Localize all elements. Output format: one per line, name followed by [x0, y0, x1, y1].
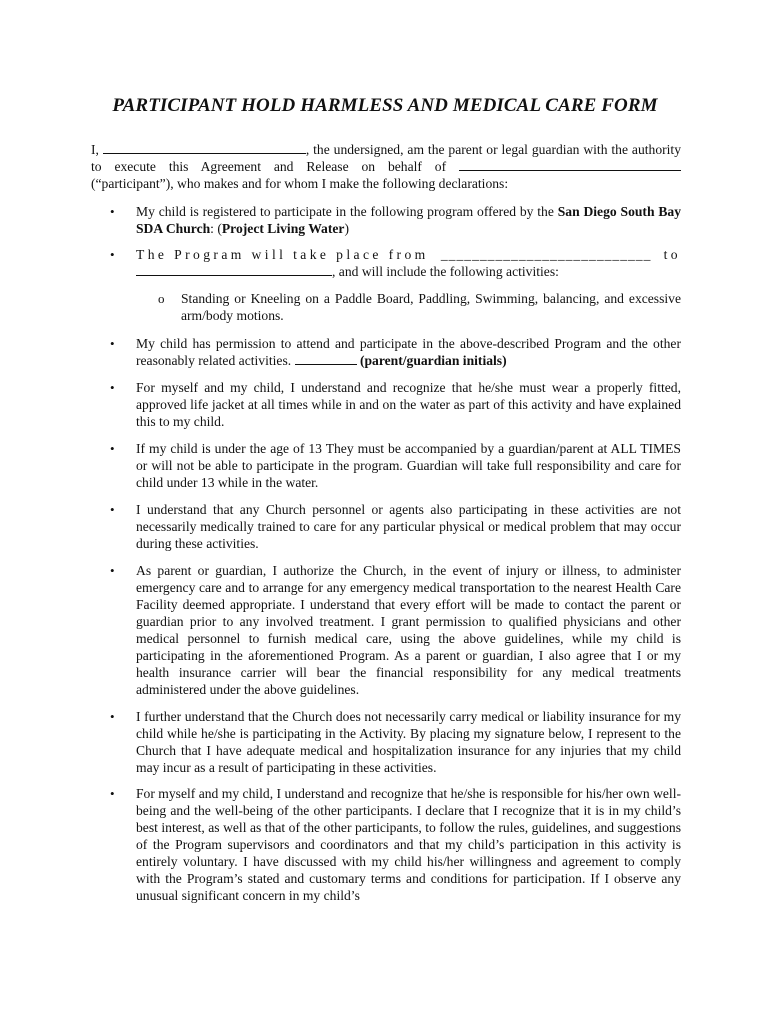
- registered-close: ): [344, 221, 349, 236]
- list-item-responsibility: [110, 785, 681, 904]
- intro-lead: I,: [91, 142, 99, 157]
- insurance-text: I further understand that the Church does not necessarily carry medical or liability insurance for my child while he/she is participating in the Activity. By placing my signature below, I represent to the Church that I have adequate medical and hospitalization insurance for any injuries that my child may incur as a result of participating in these activities.: [136, 709, 681, 775]
- emergency-text: As parent or guardian, I authorize the Church, in the event of injury or illness, to administer emergency care and to arrange for any emergency medical transportation to the nearest Health Care Facility deemed appropriate. I understand that every effort will be made to contact the parent or guardian prior to any involved treatment. I grant permission to qualified physicians and other medical personnel to furnish medical care, using the above guidelines, while my child is participating in the aforementioned Program. As a parent or guardian, I also agree that I or my health insurance carrier will bear the financial responsibility for any medical treatments administered under the above guidelines.: [136, 563, 681, 697]
- bullet-icon: •: [110, 380, 115, 395]
- program-dates-lead: The Program will take place from: [136, 247, 429, 262]
- permission-text: My child has permission to attend and participate in the above-described Program and the other reasonably related activities.: [136, 336, 681, 368]
- program-dates-to: to: [663, 247, 681, 262]
- list-item-insurance: [110, 708, 681, 776]
- list-item-life-jacket: [110, 379, 681, 430]
- under-13-text: If my child is under the age of 13 They must be accompanied by a guardian/parent at ALL TIMES or will not be able to participate in the program. Guardian will take full responsibility and care for child under 13 while in the water.: [136, 441, 681, 490]
- activities-text: Standing or Kneeling on a Paddle Board, Paddling, Swimming, balancing, and excessive arm/body motions.: [181, 291, 681, 323]
- registered-sep: : (: [210, 221, 222, 236]
- registered-text: My child is registered to participate in the following program offered by the: [136, 204, 554, 219]
- list-item-registered: [110, 203, 681, 237]
- end-date-field[interactable]: [136, 263, 332, 276]
- list-item-personnel: [110, 501, 681, 552]
- list-item-under-13: [110, 440, 681, 491]
- circle-bullet-icon: o: [158, 291, 165, 306]
- list-item-emergency: [110, 562, 681, 698]
- form-title: PARTICIPANT HOLD HARMLESS AND MEDICAL CARE FORM: [112, 95, 658, 116]
- list-item-permission: [110, 335, 681, 369]
- bullet-icon: •: [110, 563, 115, 578]
- bullet-icon: •: [110, 441, 115, 456]
- start-date-field[interactable]: ___________________________: [440, 247, 652, 262]
- bullet-icon: •: [110, 336, 115, 351]
- life-jacket-text: For myself and my child, I understand and recognize that he/she must wear a properly fitted, approved life jacket at all times while in and on the water as part of this activity and have explained this to my child.: [136, 380, 681, 429]
- intro-paragraph: [91, 141, 681, 192]
- initials-field[interactable]: [295, 352, 357, 365]
- responsibility-text: For myself and my child, I understand and recognize that he/she is responsible for his/her own well-being and the well-being of the other participants. I declare that I recognize that it is in my child’s best interest, as well as that of the other participants, to follow the rules, guidelines, and suggestions of the Program supervisors and coordinators and that my child’s participation in this activity is entirely voluntary. I have discussed with my child his/her willingness and agreement to comply with the Program’s stated and customary terms and conditions for participation. If I observe any unusual significant concern in my child’s: [136, 786, 681, 903]
- church-name: San Diego South Bay SDA Church: [136, 204, 682, 236]
- intro-middle: , the undersigned, am the parent or legal guardian with the authority to execute this Agreement and Release on behalf of: [91, 142, 681, 174]
- bullet-icon: •: [110, 247, 115, 262]
- program-name: Project Living Water: [221, 221, 345, 236]
- parent-name-field[interactable]: [103, 141, 306, 154]
- activities-subitem: [158, 290, 681, 324]
- personnel-text: I understand that any Church personnel or agents also participating in these activities are not necessarily medically trained to care for any particular physical or medical problem that may occur during these activities.: [136, 502, 681, 551]
- bullet-icon: •: [110, 502, 115, 517]
- list-item-program-dates: [110, 246, 681, 280]
- program-dates-tail: , and will include the following activities:: [332, 264, 559, 279]
- bullet-icon: •: [110, 709, 115, 724]
- participant-name-field[interactable]: [459, 158, 681, 171]
- initials-label: (parent/guardian initials): [359, 353, 507, 368]
- intro-tail: (“participant”), who makes and for whom I make the following declarations:: [91, 176, 509, 191]
- bullet-icon: •: [110, 786, 115, 801]
- bullet-icon: •: [110, 204, 115, 219]
